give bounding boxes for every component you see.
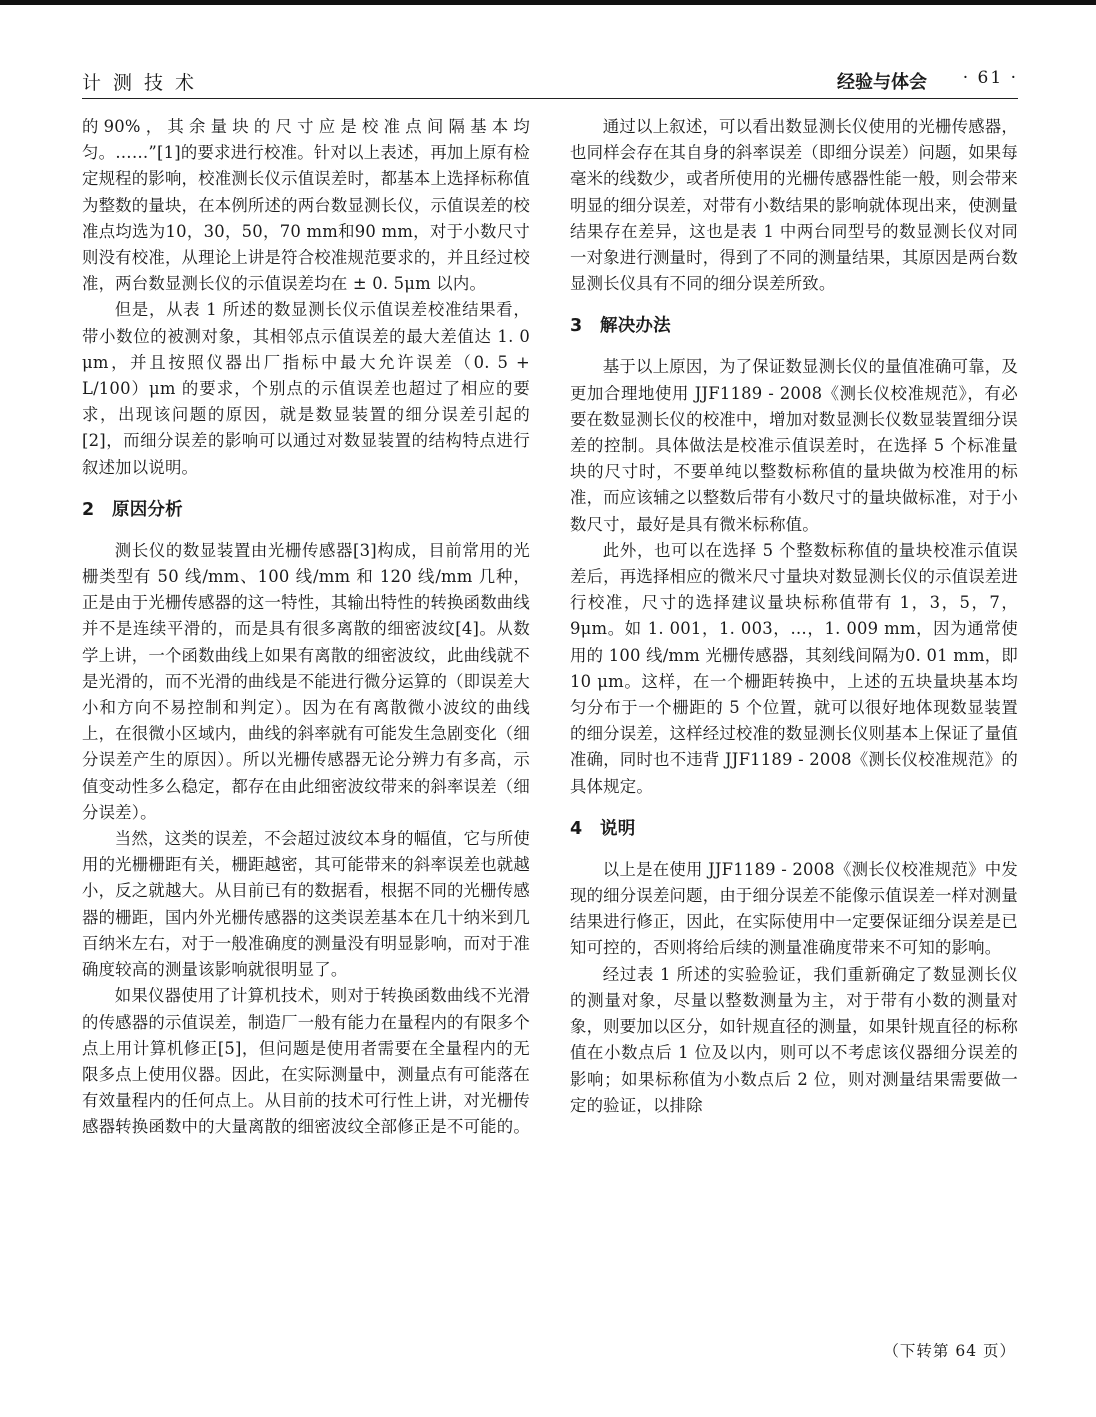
section-heading	[82, 495, 530, 525]
section-title: 原因分析	[112, 499, 183, 520]
paragraph: 基于以上原因，为了保证数显测长仪的量值准确可靠，及更加合理地使用 JJF1189 - 2008《测长仪校准规范》，有必要在数显测长仪的校准中，增加对数显测长仪数显装置细分误差的控制。具体做法是校准示值误差时，在选择 5 个标准量块的尺寸时，不要单纯以整数标称值的量块做为校准用的标准，而应该辅之以整数后带有小数尺寸的量块做标准，对于小数尺寸，最好是具有微米标称值。	[570, 357, 1018, 534]
section-number: 3	[570, 316, 583, 337]
paragraph: 但是，从表 1 所述的数显测长仪示值误差校准结果看，带小数位的被测对象，其相邻点示值误差的最大差值达 1. 0 μm，并且按照仪器出厂指标中最大允许误差（0. 5 + L/100）μm 的要求，个别点的示值误差也超过了相应的要求，出现该问题的原因，就是数显装置的细分误差引起的[2]，而细分误差的影响可以通过对数显装置的结构特点进行叙述加以说明。	[82, 300, 530, 477]
page-number: · 61 ·	[962, 68, 1018, 88]
section-number: 4	[570, 818, 583, 839]
section-heading	[570, 311, 1018, 341]
section-number: 2	[82, 499, 95, 520]
section-heading	[570, 814, 1018, 844]
paragraph: 以上是在使用 JJF1189 - 2008《测长仪校准规范》中发现的细分误差问题，由于细分误差不能像示值误差一样对测量结果进行修正，因此，在实际使用中一定要保证细分误差是已知可控的，否则将给后续的测量准确度带来不可知的影响。	[570, 859, 1018, 958]
section-title: 说明	[600, 818, 636, 839]
paragraph: 经过表 1 所述的实验验证，我们重新确定了数显测长仪的测量对象，尽量以整数测量为主，对于带有小数的测量对象，则要加以区分，如针规直径的测量，如果针规直径的标称值在小数点后 1 位及以内，则可以不考虑该仪器细分误差的影响；如果标称值为小数点后 2 位，则对测量结果需要做一定的验证，以排除	[570, 964, 1018, 1115]
section-title: 解决办法	[600, 316, 671, 337]
paragraph: 当然，这类的误差，不会超过波纹本身的幅值，它与所使用的光栅栅距有关，栅距越密，其可能带来的斜率误差也就越小，反之就越大。从目前已有的数据看，根据不同的光栅传感器的栅距，国内外光栅传感器的这类误差基本在几十纳米到几百纳米左右，对于一般准确度的测量没有明显影响，而对于准确度较高的测量该影响就很明显了。	[82, 829, 530, 980]
paragraph: 如果仪器使用了计算机技术，则对于转换函数曲线不光滑的传感器的示值误差，制造厂一般有能力在量程内的有限多个点上用计算机修正[5]，但问题是使用者需要在全量程内的无限多点上使用仪器。因此，在实际测量中，测量点有可能落在有效量程内的任何点上。从目前的技术可行性上讲，对光栅传感器转换函数中的大量离散的细密波纹全部修正是不可能的。	[82, 986, 530, 1137]
top-border-rule	[0, 0, 1096, 5]
running-header	[82, 66, 1018, 99]
journal-name: 计测技术	[82, 72, 207, 94]
paragraph: 测长仪的数显装置由光栅传感器[3]构成，目前常用的光栅类型有 50 线/mm、100 线/mm 和 120 线/mm 几种，正是由于光栅传感器的这一特性，其输出特性的转换函数曲线并不是连续平滑的，而是具有很多离散的细密波纹[4]。从数学上讲，一个函数曲线上如果有离散的细密波纹，此曲线就不是光滑的，而不光滑的曲线是不能进行微分运算的（即误差大小和方向不易控制和判定）。因为在有离散微小波纹的曲线上，在很微小区域内，曲线的斜率就有可能发生急剧变化（细分误差产生的原因）。所以光栅传感器无论分辨力有多高，示值变动性多么稳定，都存在由此细密波纹带来的斜率误差（细分误差）。	[82, 540, 530, 822]
section-name: 经验与体会	[837, 72, 927, 93]
paragraph: 此外，也可以在选择 5 个整数标称值的量块校准示值误差后，再选择相应的微米尺寸量块对数显测长仪的示值误差进行校准，尺寸的选择建议量块标称值带有 1，3，5，7，9μm。如 1. 001，1. 003，…，1. 009 mm，因为通常使用的 100 线/mm 光栅传感器，其刻线间隔为0. 01 mm，即10 μm。这样，在一个栅距转换中，上述的五块量块基本均匀分布于一个栅距的 5 个位置，就可以很好地体现数显装置的细分误差，这样经过校准的数显测长仪则基本上保证了量值准确，同时也不违背 JJF1189 - 2008《测长仪校准规范》的具体规定。	[570, 540, 1018, 796]
left-column	[82, 114, 530, 1141]
paragraph: 通过以上叙述，可以看出数显测长仪使用的光栅传感器，也同样会存在其自身的斜率误差（即细分误差）问题，如果每毫米的线数少，或者所使用的光栅传感器性能一般，则会带来明显的细分误差，对带有小数结果的影响就体现出来，使测量结果存在差异，这也是表 1 中两台同型号的数显测长仪对同一对象进行测量时，得到了不同的测量结果，其原因是两台数显测长仪具有不同的细分误差所致。	[570, 117, 1018, 294]
right-column	[570, 114, 1018, 1119]
paragraph: 的90%，其余量块的尺寸应是校准点间隔基本均匀。……”[1]的要求进行校准。针对以上表述，再加上原有检定规程的影响，校准测长仪示值误差时，都基本上选择标称值为整数的量块，在本例所述的两台数显测长仪，示值误差的校准点均选为10，30，50，70 mm和90 mm，对于小数尺寸则没有校准，从理论上讲是符合校准规范要求的，并且经过校准，两台数显测长仪的示值误差均在 ± 0. 5μm 以内。	[82, 117, 530, 294]
continued-note: （下转第 64 页）	[883, 1342, 1016, 1360]
